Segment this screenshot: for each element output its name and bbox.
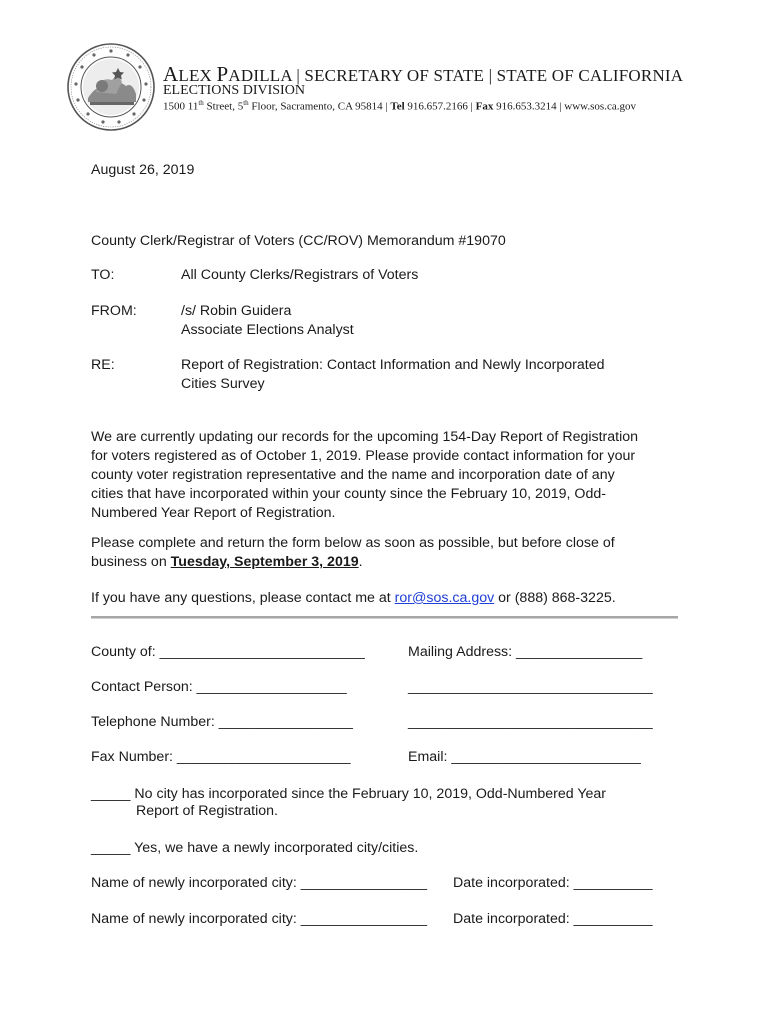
tel-value: 916.657.2166 | [404,100,476,113]
text-fragment: or (888) 868-3225. [494,590,616,606]
to-value: All County Clerks/Registrars of Voters [181,267,419,283]
division-name: ELECTIONS DIVISION [163,83,305,98]
re-line-1: Report of Registration: Contact Information and Newly Incorporated [181,357,605,373]
fax-value: 916.653.3214 | www.sos.ca.gov [493,100,636,113]
name-first-rest: LEX [178,66,217,85]
body-paragraph-2 [91,534,615,572]
mailing-address-field[interactable]: Mailing Address: ________________ [408,644,643,660]
text-fragment: If you have any questions, please contact me at [91,590,395,606]
body-paragraph-3 [91,589,616,608]
mailing-address-line-3[interactable]: _______________________________ [408,714,653,730]
section-divider [91,616,678,619]
office-title: SECRETARY OF STATE | STATE OF CALIFORNIA [304,66,684,85]
paragraph-line: for voters registered as of October 1, 2019. Please provide contact information for your [91,448,636,464]
date-incorporated-field-2[interactable]: Date incorporated: __________ [453,911,653,927]
text-fragment: business on [91,554,171,570]
fax-field[interactable]: Fax Number: ______________________ [91,749,351,765]
city-name-field-2[interactable]: Name of newly incorporated city: ________________ [91,911,427,927]
state-seal-logo [66,42,156,132]
name-last-rest: ADILLA [228,66,292,85]
letterhead-address [163,99,636,113]
telephone-field[interactable]: Telephone Number: _________________ [91,714,353,730]
name-initial-last: P [216,62,229,86]
memo-subject: County Clerk/Registrar of Voters (CC/ROV) Memorandum #19070 [91,233,506,249]
address-number: 1500 11 [163,100,199,113]
mailing-address-line-2[interactable]: _______________________________ [408,679,653,695]
paragraph-line: We are currently updating our records for the upcoming 154-Day Report of Registration [91,429,639,445]
city-name-field-1[interactable]: Name of newly incorporated city: ________________ [91,875,427,891]
contact-person-field[interactable]: Contact Person: ___________________ [91,679,347,695]
option-no-city[interactable] [91,786,606,802]
paragraph-line: Please complete and return the form below as soon as possible, but before close of [91,535,615,551]
date-incorporated-field-1[interactable]: Date incorporated: __________ [453,875,653,891]
memo-date: August 26, 2019 [91,162,195,178]
from-name: /s/ Robin Guidera [181,303,292,319]
paragraph-line: cities that have incorporated within your county since the February 10, 2019, Odd- [91,486,606,502]
text-fragment: . [358,554,363,570]
option-no-city-line-2: Report of Registration. [136,803,278,819]
option-text: No city has incorporated since the February 10, 2019, Odd-Numbered Year [130,786,607,802]
address-floor-suffix: th [243,99,249,107]
re-label: RE: [91,357,115,373]
from-label: FROM: [91,303,137,319]
to-label: TO: [91,267,115,283]
address-street: Street, 5 [203,100,244,113]
option-yes-city[interactable]: _____ Yes, we have a newly incorporated city/cities. [91,840,419,856]
paragraph-line: county voter registration representative and the name and incorporation date of any [91,467,615,483]
name-separator: | [291,66,305,85]
address-number-suffix: th [198,99,204,107]
re-line-2: Cities Survey [181,376,265,392]
paragraph-line [91,553,615,572]
county-field[interactable]: County of: __________________________ [91,644,365,660]
name-initial-first: A [163,62,179,86]
option-blank[interactable]: _____ [91,786,131,802]
tel-label: Tel [390,100,405,113]
email-field[interactable]: Email: ________________________ [408,749,641,765]
paragraph-line: Numbered Year Report of Registration. [91,505,336,521]
from-title: Associate Elections Analyst [181,322,354,338]
deadline-date: Tuesday, September 3, 2019 [170,554,359,570]
contact-email-link[interactable]: ror@sos.ca.gov [394,590,495,606]
body-paragraph-1 [91,428,638,523]
address-city: Floor, Sacramento, CA 95814 | [248,100,391,113]
fax-label: Fax [475,100,494,113]
